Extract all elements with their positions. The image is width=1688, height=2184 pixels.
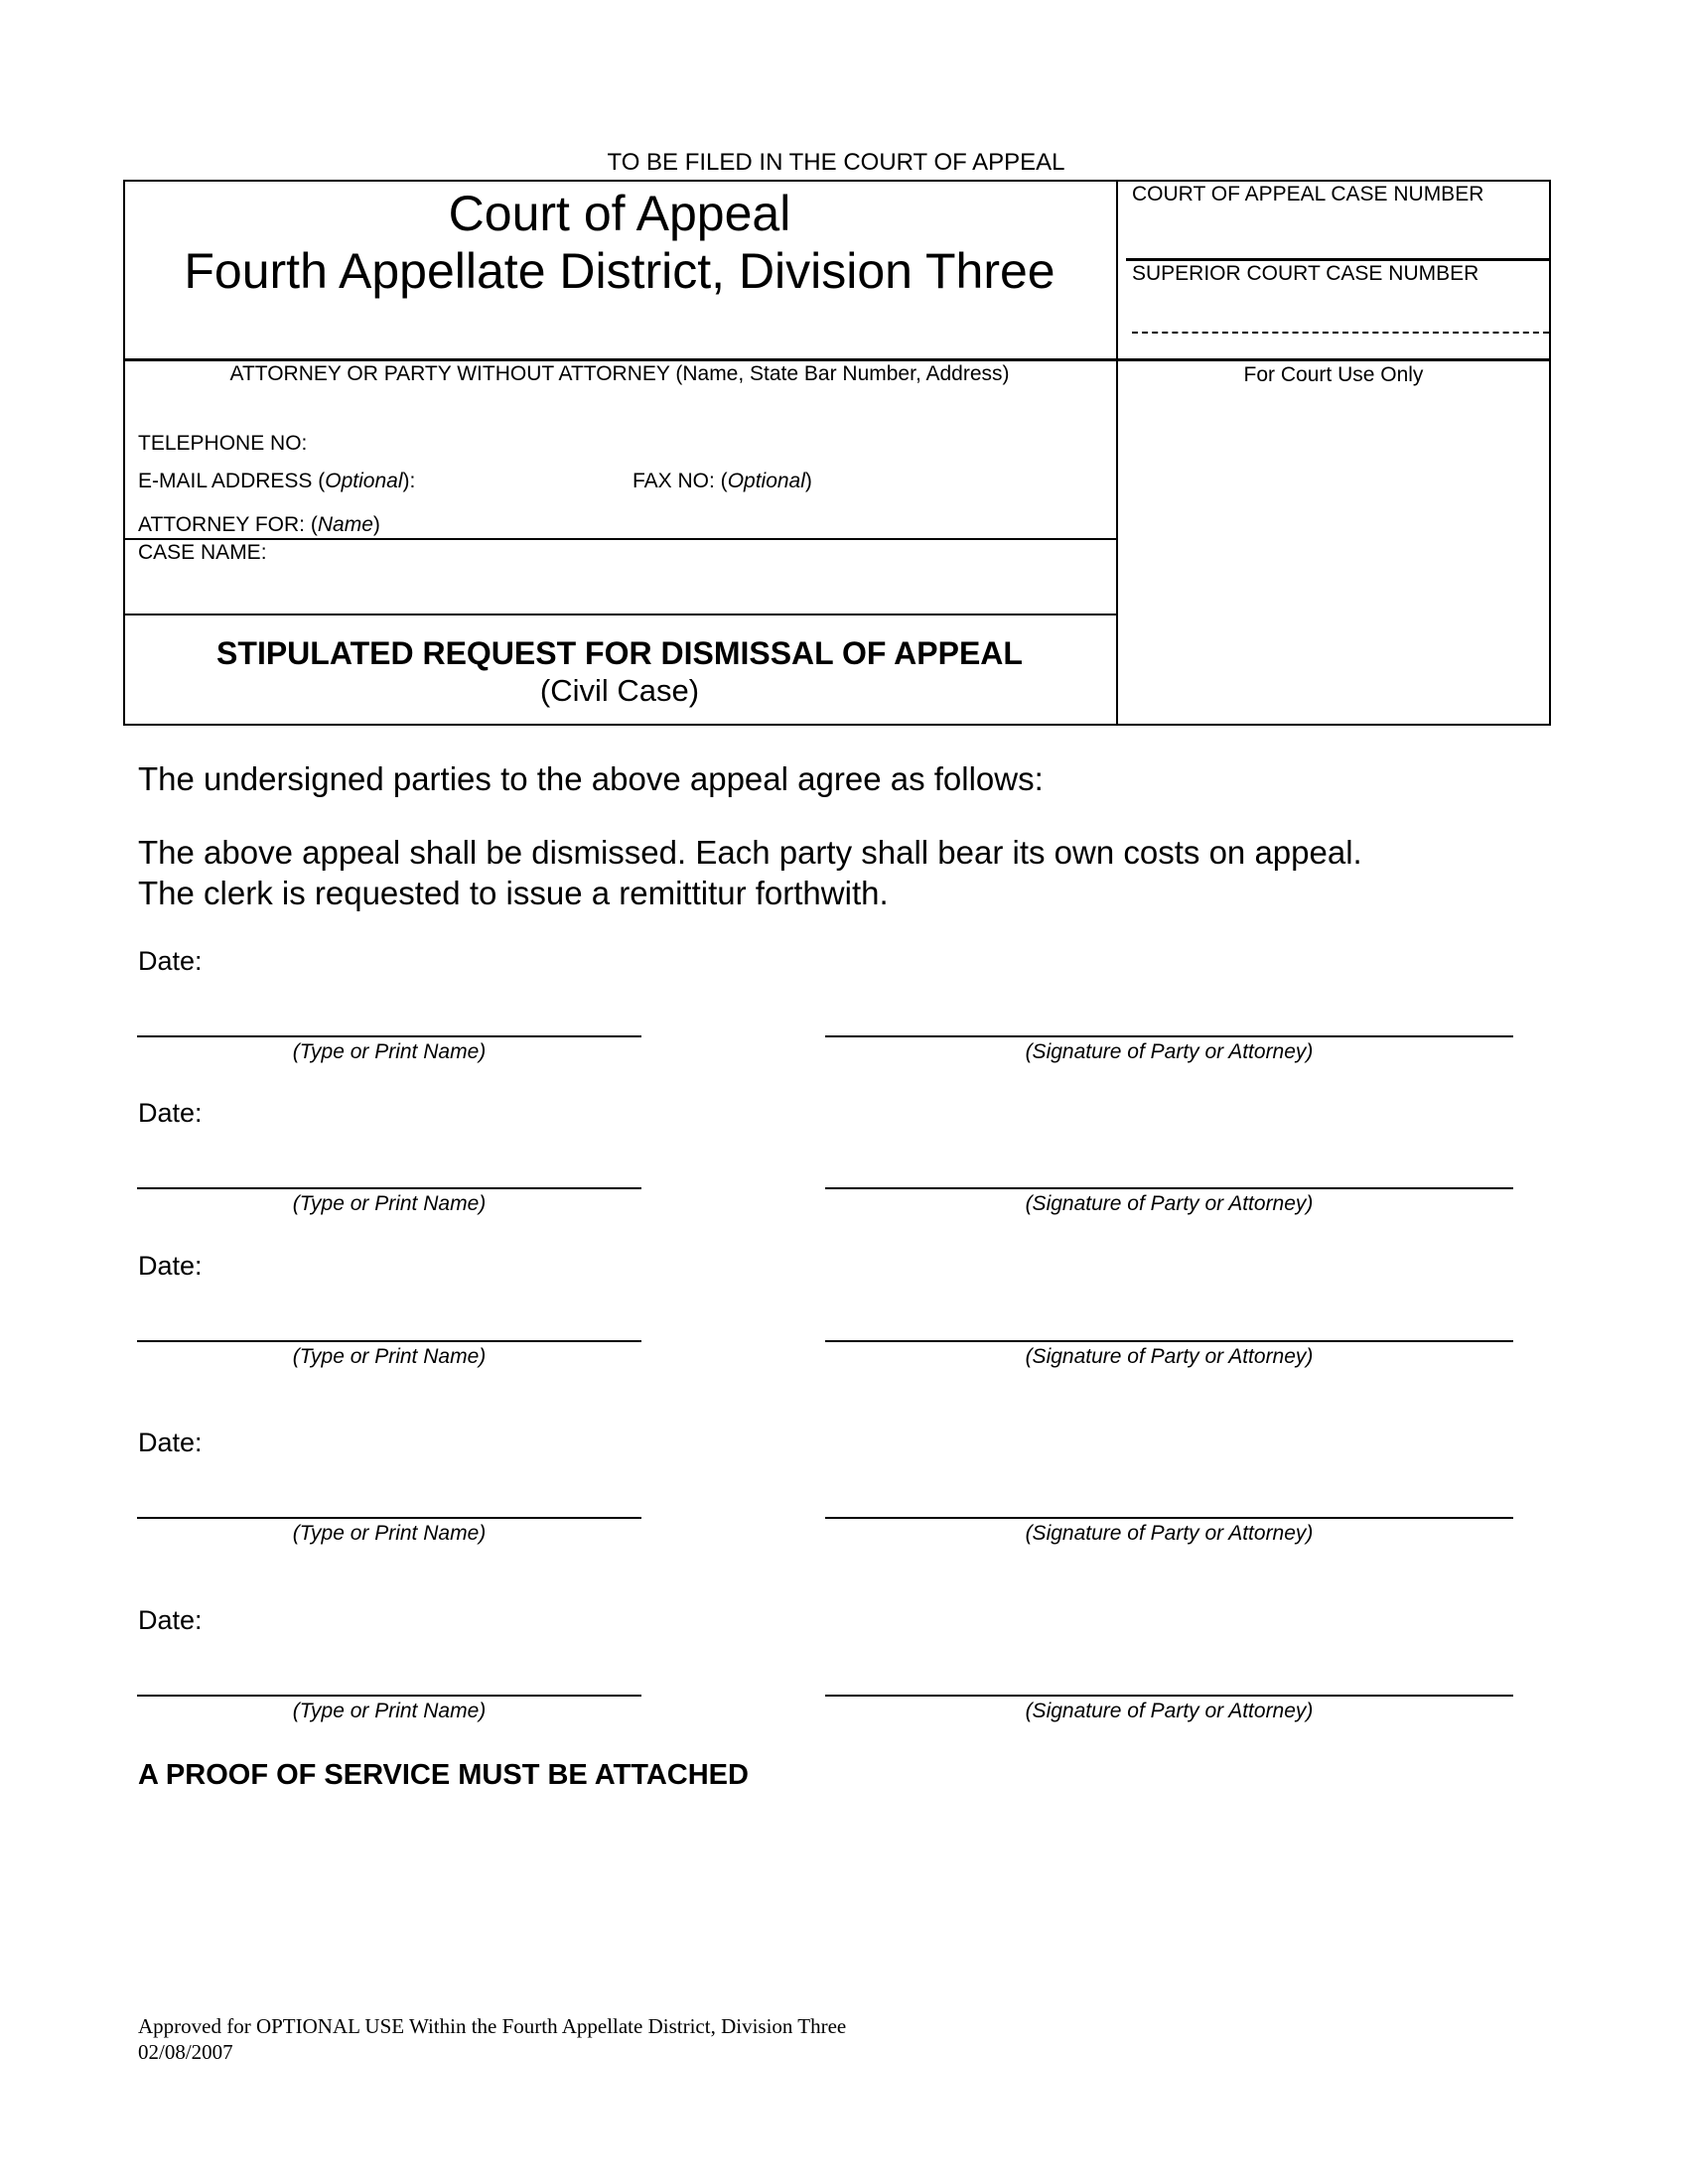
telephone-label: TELEPHONE NO: (138, 432, 308, 455)
name-text: Name (317, 513, 373, 536)
court-title: Court of Appeal (448, 186, 791, 241)
date-label: Date: (138, 1605, 203, 1635)
attorney-heading: ATTORNEY OR PARTY WITHOUT ATTORNEY (Name, State Bar Number, Address) (229, 362, 1010, 385)
date-label: Date: (138, 1098, 203, 1128)
optional-text: Optional (727, 470, 805, 492)
print-name-line[interactable] (137, 1695, 641, 1697)
divider (123, 358, 1549, 361)
print-name-line[interactable] (137, 1517, 641, 1519)
optional-text: Optional (325, 470, 403, 492)
filed-notice: TO BE FILED IN THE COURT OF APPEAL (607, 149, 1065, 176)
signature-line[interactable] (825, 1695, 1513, 1697)
signature-label: (Signature of Party or Attorney) (1025, 1522, 1314, 1545)
signature-label: (Signature of Party or Attorney) (1025, 1192, 1314, 1215)
signature-label: (Signature of Party or Attorney) (1025, 1040, 1314, 1063)
print-name-line[interactable] (137, 1187, 641, 1189)
agreement-line-1: The above appeal shall be dismissed. Each party shall bear its own costs on appeal. (138, 834, 1362, 871)
date-label: Date: (138, 1251, 203, 1281)
attorney-for-label (138, 513, 380, 537)
signature-line[interactable] (825, 1035, 1513, 1037)
proof-of-service-notice: A PROOF OF SERVICE MUST BE ATTACHED (138, 1759, 749, 1791)
footer-approval: Approved for OPTIONAL USE Within the Fourth Appellate District, Division Three (138, 2014, 847, 2038)
print-name-label: (Type or Print Name) (292, 1192, 487, 1215)
superior-case-number-field[interactable] (1132, 332, 1549, 334)
fax-label (633, 470, 812, 493)
divider (1116, 180, 1118, 724)
divider (123, 614, 1116, 615)
appeal-case-number-label: COURT OF APPEAL CASE NUMBER (1132, 183, 1484, 205)
date-label: Date: (138, 946, 203, 976)
email-label-end: ): (402, 470, 416, 492)
court-use-label: For Court Use Only (1243, 363, 1424, 386)
footer-date: 02/08/2007 (138, 2040, 233, 2064)
fax-label-text: FAX NO: ( (633, 470, 728, 492)
print-name-label: (Type or Print Name) (292, 1040, 487, 1063)
fax-label-end: ) (804, 470, 812, 492)
signature-label: (Signature of Party or Attorney) (1025, 1345, 1314, 1368)
email-label (138, 470, 415, 493)
signature-line[interactable] (825, 1340, 1513, 1342)
signature-label: (Signature of Party or Attorney) (1025, 1700, 1314, 1722)
attorney-for-end: ) (372, 513, 380, 536)
intro-text: The undersigned parties to the above appeal agree as follows: (138, 760, 1044, 797)
case-name-label: CASE NAME: (138, 541, 267, 564)
superior-case-number-label: SUPERIOR COURT CASE NUMBER (1132, 262, 1479, 285)
appeal-case-number-field[interactable] (1126, 208, 1543, 256)
email-label-text: E-MAIL ADDRESS ( (138, 470, 326, 492)
district-title: Fourth Appellate District, Division Three (184, 243, 1055, 299)
signature-line[interactable] (825, 1187, 1513, 1189)
agreement-line-2: The clerk is requested to issue a remittitur forthwith. (138, 875, 889, 911)
signature-line[interactable] (825, 1517, 1513, 1519)
print-name-label: (Type or Print Name) (292, 1345, 487, 1368)
print-name-label: (Type or Print Name) (292, 1700, 487, 1722)
document-subtitle: (Civil Case) (539, 673, 700, 708)
print-name-label: (Type or Print Name) (292, 1522, 487, 1545)
divider (123, 538, 1116, 540)
divider (1126, 258, 1549, 261)
date-label: Date: (138, 1428, 203, 1457)
attorney-for-text: ATTORNEY FOR: ( (138, 513, 318, 536)
print-name-line[interactable] (137, 1340, 641, 1342)
print-name-line[interactable] (137, 1035, 641, 1037)
document-title: STIPULATED REQUEST FOR DISMISSAL OF APPEAL (216, 635, 1023, 671)
